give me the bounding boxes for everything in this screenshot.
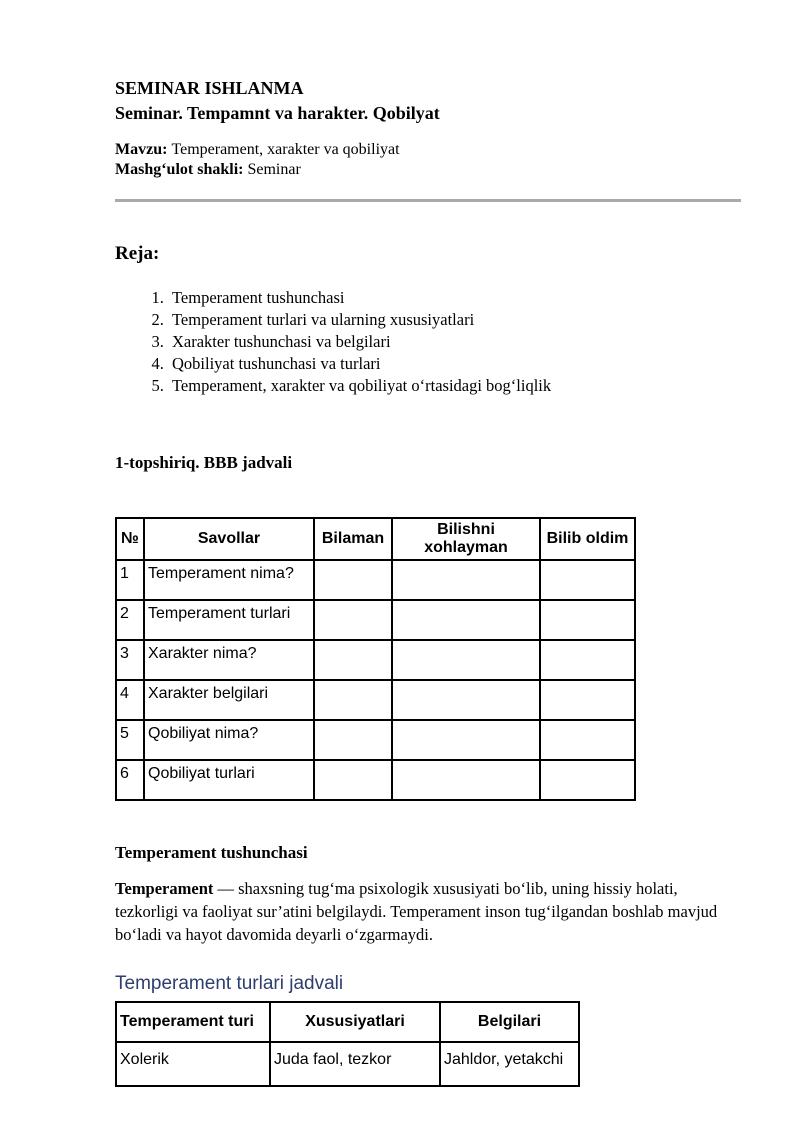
question-cell: Xarakter belgilari xyxy=(144,680,314,720)
row-number-cell: 3 xyxy=(116,640,144,680)
plan-heading: Reja: xyxy=(115,243,160,264)
empty-cell xyxy=(314,560,392,600)
meta-value-format: Seminar xyxy=(247,160,301,178)
meta-label-format: Mashg‘ulot shakli: xyxy=(115,160,244,178)
row-number-cell: 5 xyxy=(116,720,144,760)
empty-cell xyxy=(314,760,392,800)
plan-item: 5. Temperament, xarakter va qobiliyat o‘rtasidagi bog‘liqlik xyxy=(168,375,741,397)
table-row xyxy=(116,720,635,760)
row-number-cell: 4 xyxy=(116,680,144,720)
empty-cell xyxy=(392,680,540,720)
empty-cell xyxy=(392,600,540,640)
concept-body-text: — shaxsning tug‘ma psixologik xususiyati bo‘lib, uning hissiy holati, tezkorligi va faoliyat sur’atini belgilaydi. Temperament inson tug‘ilgandan boshlab mavjud bo‘ladi va hayot davomida deyarli o‘zgarmaydi. xyxy=(115,879,718,944)
horizontal-divider xyxy=(115,199,741,202)
plan-list xyxy=(115,287,741,397)
concept-paragraph xyxy=(115,877,741,946)
type-cell: Xolerik xyxy=(116,1042,270,1086)
bbb-header-number: № xyxy=(116,518,144,560)
types-header-traits: Xususiyatlari xyxy=(270,1002,440,1042)
temperament-types-table xyxy=(115,1001,580,1087)
types-heading: Temperament turlari jadvali xyxy=(115,973,344,994)
bbb-header-want-to-know: Bilishni xohlayman xyxy=(392,518,540,560)
concept-heading: Temperament tushunchasi xyxy=(115,843,308,862)
question-cell: Qobiliyat nima? xyxy=(144,720,314,760)
meta-line-format xyxy=(115,160,741,180)
plan-item: 1. Temperament tushunchasi xyxy=(168,287,741,309)
table-row xyxy=(116,560,635,600)
table-row xyxy=(116,1042,579,1086)
table-row xyxy=(116,600,635,640)
table-row xyxy=(116,760,635,800)
empty-cell xyxy=(540,720,635,760)
bbb-header-questions: Savollar xyxy=(144,518,314,560)
traits-cell: Juda faol, tezkor xyxy=(270,1042,440,1086)
table-row xyxy=(116,680,635,720)
types-header-type: Temperament turi xyxy=(116,1002,270,1042)
empty-cell xyxy=(392,640,540,680)
bbb-header-row xyxy=(116,518,635,560)
empty-cell xyxy=(540,760,635,800)
empty-cell xyxy=(540,600,635,640)
question-cell: Xarakter nima? xyxy=(144,640,314,680)
document-title: SEMINAR ISHLANMA xyxy=(115,78,304,98)
bbb-header-learned: Bilib oldim xyxy=(540,518,635,560)
bbb-table xyxy=(115,517,636,801)
plan-item: 3. Xarakter tushunchasi va belgilari xyxy=(168,331,741,353)
empty-cell xyxy=(540,640,635,680)
meta-block xyxy=(115,140,741,179)
meta-line-topic xyxy=(115,140,741,160)
document-subtitle: Seminar. Tempamnt va harakter. Qobilyat xyxy=(115,103,440,123)
types-header-signs: Belgilari xyxy=(440,1002,579,1042)
signs-cell: Jahldor, yetakchi xyxy=(440,1042,579,1086)
concept-lead-term: Temperament xyxy=(115,879,214,898)
plan-item: 2. Temperament turlari va ularning xususiyatlari xyxy=(168,309,741,331)
types-header-row xyxy=(116,1002,579,1042)
question-cell: Qobiliyat turlari xyxy=(144,760,314,800)
empty-cell xyxy=(392,720,540,760)
question-cell: Temperament turlari xyxy=(144,600,314,640)
row-number-cell: 2 xyxy=(116,600,144,640)
task1-heading: 1-topshiriq. BBB jadvali xyxy=(115,453,293,472)
empty-cell xyxy=(314,680,392,720)
meta-label-topic: Mavzu: xyxy=(115,141,168,158)
row-number-cell: 1 xyxy=(116,560,144,600)
meta-value-topic: Temperament, xarakter va qobiliyat xyxy=(171,141,400,158)
row-number-cell: 6 xyxy=(116,760,144,800)
empty-cell xyxy=(314,720,392,760)
bbb-header-know: Bilaman xyxy=(314,518,392,560)
question-cell: Temperament nima? xyxy=(144,560,314,600)
empty-cell xyxy=(540,680,635,720)
empty-cell xyxy=(314,640,392,680)
empty-cell xyxy=(392,560,540,600)
empty-cell xyxy=(314,600,392,640)
plan-item: 4. Qobiliyat tushunchasi va turlari xyxy=(168,353,741,375)
empty-cell xyxy=(540,560,635,600)
empty-cell xyxy=(392,760,540,800)
table-row xyxy=(116,640,635,680)
